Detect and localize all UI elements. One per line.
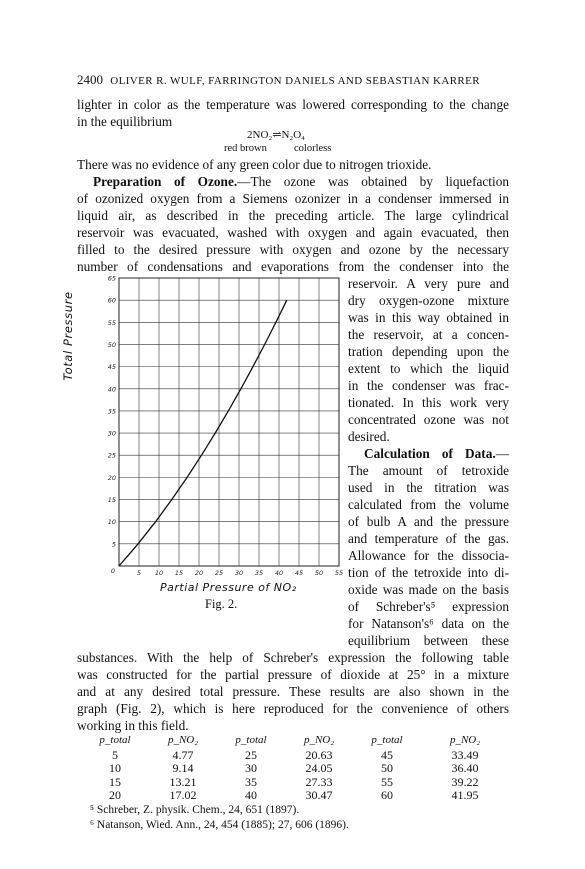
table-cell: 20 xyxy=(109,788,121,802)
table-cell: 27.33 xyxy=(305,774,333,789)
table-row xyxy=(85,748,505,762)
body-line: Allowance for the dissocia- xyxy=(348,548,509,563)
section-heading: Calculation of Data. xyxy=(364,446,496,461)
x-tick-label: 55 xyxy=(334,569,344,577)
body-line: tionated. In this work very xyxy=(348,395,509,410)
equation-label-left: red brown xyxy=(224,143,267,154)
footnote-6: ⁶ Natanson, Wied. Ann., 24, 454 (1885); 27, 606 (1896). xyxy=(90,819,349,831)
x-tick-label: 10 xyxy=(154,569,164,577)
section-heading: Preparation of Ozone. xyxy=(93,174,238,189)
equation-label-right: colorless xyxy=(294,143,332,154)
figure-2-chart xyxy=(95,268,345,580)
column-header: p_total xyxy=(235,734,267,746)
y-tick-label: 30 xyxy=(107,429,116,438)
x-tick-label: 45 xyxy=(294,569,304,577)
body-line: was constructed for the partial pressure of dioxide at 25° in a mixture xyxy=(77,667,509,682)
body-line: filled to the desired pressure with oxygen and ozone by the necessary xyxy=(77,242,509,257)
body-line: There was no evidence of any green color due to nitrogen trioxide. xyxy=(77,157,432,172)
body-line: number of condensations and evaporations from the condenser into the xyxy=(77,259,509,274)
y-tick-label: 50 xyxy=(107,340,116,349)
section-first-line xyxy=(93,173,509,190)
table-cell: 60 xyxy=(381,788,393,802)
body-line: graph (Fig. 2), which is here reproduced for the convenience of others xyxy=(77,701,509,716)
body-line: lighter in color as the temperature was lowered corresponding to the change xyxy=(77,97,509,112)
body-line: of bulb A and the pressure xyxy=(348,514,509,529)
table-cell: 4.77 xyxy=(172,747,194,762)
table-cell: 35 xyxy=(245,774,257,789)
body-line: the reservoir, at a concen- xyxy=(348,327,509,342)
body-text: —The ozone was obtained by liquefaction xyxy=(237,174,509,189)
table-cell: 45 xyxy=(381,747,393,762)
y-tick-label: 25 xyxy=(107,451,116,460)
x-tick-label: 50 xyxy=(314,569,324,577)
table-row xyxy=(85,775,505,789)
x-tick-label: 40 xyxy=(274,569,284,577)
y-tick-label: 65 xyxy=(107,274,116,283)
equation: 2NO₂⇌N₂O₄ xyxy=(247,129,305,141)
table-cell: 24.05 xyxy=(305,761,333,775)
body-line: tration depending upon the xyxy=(348,344,509,359)
body-line: reservoir. A very pure and xyxy=(348,276,509,291)
body-line: equilibrium between these xyxy=(348,633,509,648)
y-tick-label: 60 xyxy=(107,296,116,305)
body-line: liquid air, as described in the preceding article. The large cylindrical xyxy=(77,208,509,223)
body-line: concentrated ozone was not xyxy=(348,412,509,427)
table-cell: 39.22 xyxy=(451,774,479,789)
body-line: of Schreber's⁵ expression xyxy=(348,599,509,614)
column-header: p_total xyxy=(99,734,131,746)
body-line: was in this way obtained in xyxy=(348,310,509,325)
x-tick-label: 5 xyxy=(136,569,142,577)
body-line: of ozonized oxygen from a Siemens ozonizer in a condenser immersed in xyxy=(77,191,509,206)
y-tick-label: 45 xyxy=(107,363,116,372)
column-header: p_total xyxy=(371,734,403,746)
table-row xyxy=(85,788,505,802)
body-line: and temperature of the gas. xyxy=(348,531,509,546)
body-line: oxide was made on the basis xyxy=(348,582,509,597)
table-cell: 40 xyxy=(245,788,257,802)
table-cell: 30.47 xyxy=(305,788,333,802)
y-tick-label: 35 xyxy=(107,407,116,416)
x-tick-label: 20 xyxy=(194,569,204,577)
origin-label: 0 xyxy=(110,567,116,575)
y-tick-label: 15 xyxy=(107,496,116,505)
body-line: in the condenser was frac- xyxy=(348,378,509,393)
table-cell: 9.14 xyxy=(172,761,194,775)
body-line: The amount of tetroxide xyxy=(348,463,509,478)
table-cell: 55 xyxy=(381,774,393,789)
y-tick-label: 40 xyxy=(107,385,116,394)
column-header: p_NO₂ xyxy=(303,734,335,746)
body-line: reservoir was evacuated, washed with oxygen and again evacuated, then xyxy=(77,225,509,240)
plot-frame xyxy=(119,278,339,566)
body-line: extent to which the liquid xyxy=(348,361,509,376)
body-line: and at any desired total pressure. These results are also shown in the xyxy=(77,684,509,699)
body-line: working in this field. xyxy=(77,718,189,733)
y-axis-title: Total Pressure xyxy=(61,291,75,381)
table-cell: 41.95 xyxy=(451,788,479,802)
x-tick-label: 25 xyxy=(214,569,224,577)
table-cell: 25 xyxy=(245,747,257,762)
x-tick-label: 35 xyxy=(254,569,264,577)
body-line: calculated from the volume xyxy=(348,497,509,512)
table-cell: 13.21 xyxy=(169,774,197,789)
footnote-5: ⁵ Schreber, Z. physik. Chem., 24, 651 (1897). xyxy=(90,804,300,816)
body-line: used in the titration was xyxy=(348,480,509,495)
table-cell: 20.63 xyxy=(305,747,333,762)
table-cell: 33.49 xyxy=(451,747,479,762)
body-line: for Natanson's⁶ data on the xyxy=(348,616,509,631)
pressure-table xyxy=(85,734,505,802)
x-tick-label: 30 xyxy=(234,569,244,577)
body-line: dry oxygen-ozone mixture xyxy=(348,293,509,308)
body-line: in the equilibrium xyxy=(77,114,173,129)
x-tick-label: 15 xyxy=(174,569,184,577)
table-cell: 36.40 xyxy=(451,761,479,775)
y-tick-label: 20 xyxy=(107,473,116,482)
y-tick-label: 55 xyxy=(107,318,116,327)
running-authors: OLIVER R. WULF, FARRINGTON DANIELS AND SEBASTIAN KARRER xyxy=(110,75,481,87)
body-line: substances. With the help of Schreber's expression the following table xyxy=(77,650,509,665)
table-cell: 30 xyxy=(245,761,257,775)
page-number: 2400 xyxy=(77,72,103,87)
table-cell: 50 xyxy=(381,761,393,775)
section-first-line xyxy=(364,445,509,462)
table-cell: 10 xyxy=(109,761,121,775)
y-tick-label: 5 xyxy=(111,540,116,549)
running-header xyxy=(77,72,480,88)
table-header-row xyxy=(85,734,505,748)
x-axis-title: Partial Pressure of NO₂ xyxy=(160,581,297,594)
y-tick-label: 10 xyxy=(107,518,116,527)
body-line: desired. xyxy=(348,429,390,444)
column-header: p_NO₂ xyxy=(449,734,481,746)
column-header: p_NO₂ xyxy=(167,734,199,746)
table-cell: 15 xyxy=(109,774,121,789)
body-text: — xyxy=(495,446,509,461)
figure-caption: Fig. 2. xyxy=(205,597,238,611)
table-cell: 5 xyxy=(112,747,118,762)
table-row xyxy=(85,761,505,775)
table-cell: 17.02 xyxy=(169,788,197,802)
body-line: tion of the tetroxide into di- xyxy=(348,565,509,580)
